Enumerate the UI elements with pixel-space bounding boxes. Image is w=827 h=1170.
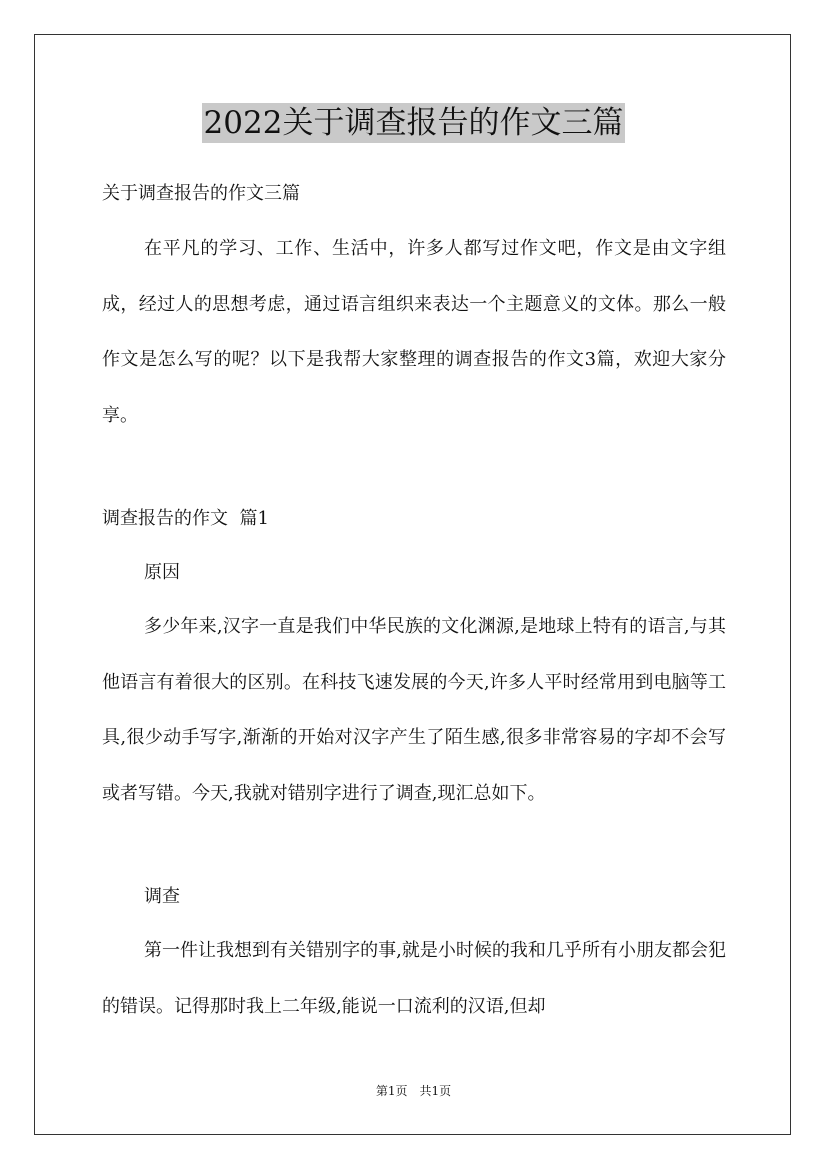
section-heading: 调查报告的作文 篇1 [102,508,269,529]
page-footer [0,1083,827,1099]
survey-paragraph: 第一件让我想到有关错别字的事,就是小时候的我和几乎所有小朋友都会犯的错误。记得那时我上二年级,能说一口流利的汉语,但却 [102,940,726,1017]
document-subtitle: 关于调查报告的作文三篇 [102,183,300,204]
survey-label: 调查 [144,886,180,907]
reason-paragraph: 多少年来,汉字一直是我们中华民族的文化渊源,是地球上特有的语言,与其他语言有着很大的区别。在科技飞速发展的今天,许多人平时经常用到电脑等工具,很少动手写字,渐渐的开始对汉字产生了陌生感,很多非常容易的字却不会写或者写错。今天,我就对错别字进行了调查,现汇总如下。 [102,616,726,804]
reason-label: 原因 [144,562,180,583]
document-title: 2022关于调查报告的作文三篇 [203,105,624,141]
intro-paragraph: 在平凡的学习、工作、生活中，许多人都写过作文吧，作文是由文字组成，经过人的思想考虑，通过语言组织来表达一个主题意义的文体。那么一般作文是怎么写的呢？以下是我帮大家整理的调查报告的作文3篇，欢迎大家分享。 [102,238,726,426]
title-container [0,103,827,143]
page-total: 共1页 [419,1084,452,1098]
page-current: 第1页 [375,1084,408,1098]
